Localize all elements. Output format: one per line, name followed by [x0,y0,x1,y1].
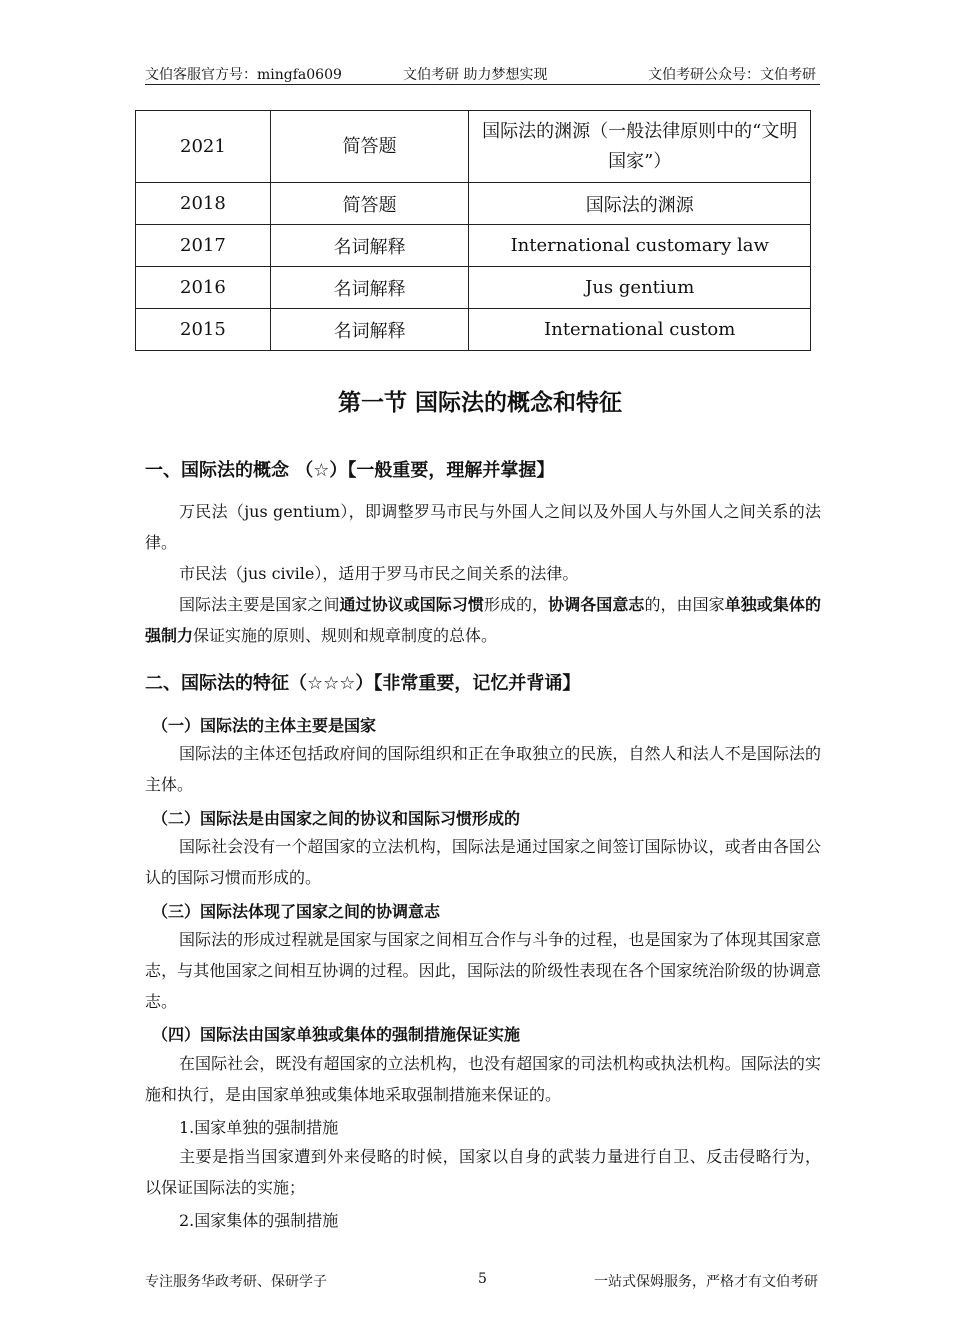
table-cell-topic: International customary law [469,225,811,267]
definition-bold-2: 协调各国意志 [548,595,645,614]
subsection-2-heading: （二）国际法是由国家之间的协议和国际习惯形成的 [152,809,521,828]
subsection-4-heading: （四）国际法由国家单独或集体的强制措施保证实施 [152,1025,521,1044]
page-number: 5 [478,1271,487,1287]
table-cell-type: 简答题 [270,111,469,183]
table-cell-topic: 国际法的渊源 [469,183,811,225]
table-cell-year: 2021 [136,111,271,183]
definition-text-4: 保证实施的原则、规则和规章制度的总体。 [193,626,498,645]
part1-paragraph-definition [145,589,821,651]
header-left-text: 文伯客服官方号：mingfa0609 [145,67,342,83]
page-footer [145,1271,820,1291]
subsection-2-text: 国际社会没有一个超国家的立法机构，国际法是通过国家之间签订国际协议，或者由各国公认的国际习惯而形成的。 [145,837,821,887]
table-cell-year: 2016 [136,267,271,309]
part2-heading: 二、国际法的特征（☆☆☆）【非常重要，记忆并背诵】 [145,673,581,694]
definition-bold-3: 单独或集体的强制力 [145,595,821,645]
table-cell-year: 2015 [136,309,271,351]
part1-paragraph-jus-gentium: 万民法（jus gentium），即调整罗马市民与外国人之间以及外国人与外国人之间关系的法律。 [145,502,821,552]
section-title: 第一节 国际法的概念和特征 [337,390,622,416]
table-cell-topic: Jus gentium [469,267,811,309]
table-cell-topic: 国际法的渊源（一般法律原则中的“文明国家”） [469,111,811,183]
subsection-4-text: 在国际社会，既没有超国家的立法机构，也没有超国家的司法机构或执法机构。国际法的实施和执行，是由国家单独或集体地采取强制措施来保证的。 [145,1054,821,1104]
table-row [136,267,811,309]
list-item-unilateral-measures: 1.国家单独的强制措施 [179,1118,339,1137]
table-row [136,111,811,183]
table-cell-topic: International custom [469,309,811,351]
definition-text-2: 形成的， [483,595,549,614]
definition-bold-1: 通过协议或国际习惯 [339,595,484,614]
header-right-text: 文伯考研公众号：文伯考研 [648,67,816,83]
table-cell-year: 2017 [136,225,271,267]
table-row [136,309,811,351]
table-cell-type: 名词解释 [270,267,469,309]
list-item-collective-measures: 2.国家集体的强制措施 [179,1211,339,1230]
subsection-3-heading: （三）国际法体现了国家之间的协调意志 [152,902,441,921]
part1-paragraph-jus-civile: 市民法（jus civile），适用于罗马市民之间关系的法律。 [179,564,579,583]
table-row [136,183,811,225]
subsection-3-text: 国际法的形成过程就是国家与国家之间相互合作与斗争的过程，也是国家为了体现其国家意志，与其他国家之间相互协调的过程。因此，国际法的阶级性表现在各个国家统治阶级的协调意志。 [145,930,821,1011]
page-header [145,62,820,85]
list-item-unilateral-text: 主要是指当国家遭到外来侵略的时候，国家以自身的武装力量进行自卫、反击侵略行为， 以保证国际法的实施； [145,1147,821,1197]
footer-right-text: 一站式保姆服务，严格才有文伯考研 [594,1274,818,1290]
exam-question-table [135,110,811,351]
table-cell-type: 名词解释 [270,309,469,351]
header-center-text: 文伯考研 助力梦想实现 [403,67,548,83]
subsection-1-heading: （一）国际法的主体主要是国家 [152,716,377,735]
table-cell-year: 2018 [136,183,271,225]
table-cell-type: 名词解释 [270,225,469,267]
definition-text-1: 国际法主要是国家之间 [179,595,340,614]
table-cell-type: 简答题 [270,183,469,225]
footer-left-text: 专注服务华政考研、保研学子 [145,1274,327,1290]
definition-text-3: 的，由国家 [644,595,725,614]
subsection-1-text: 国际法的主体还包括政府间的国际组织和正在争取独立的民族，自然人和法人不是国际法的主体。 [145,744,821,794]
part1-heading: 一、国际法的概念 （☆）【一般重要，理解并掌握】 [145,460,555,481]
table-row [136,225,811,267]
